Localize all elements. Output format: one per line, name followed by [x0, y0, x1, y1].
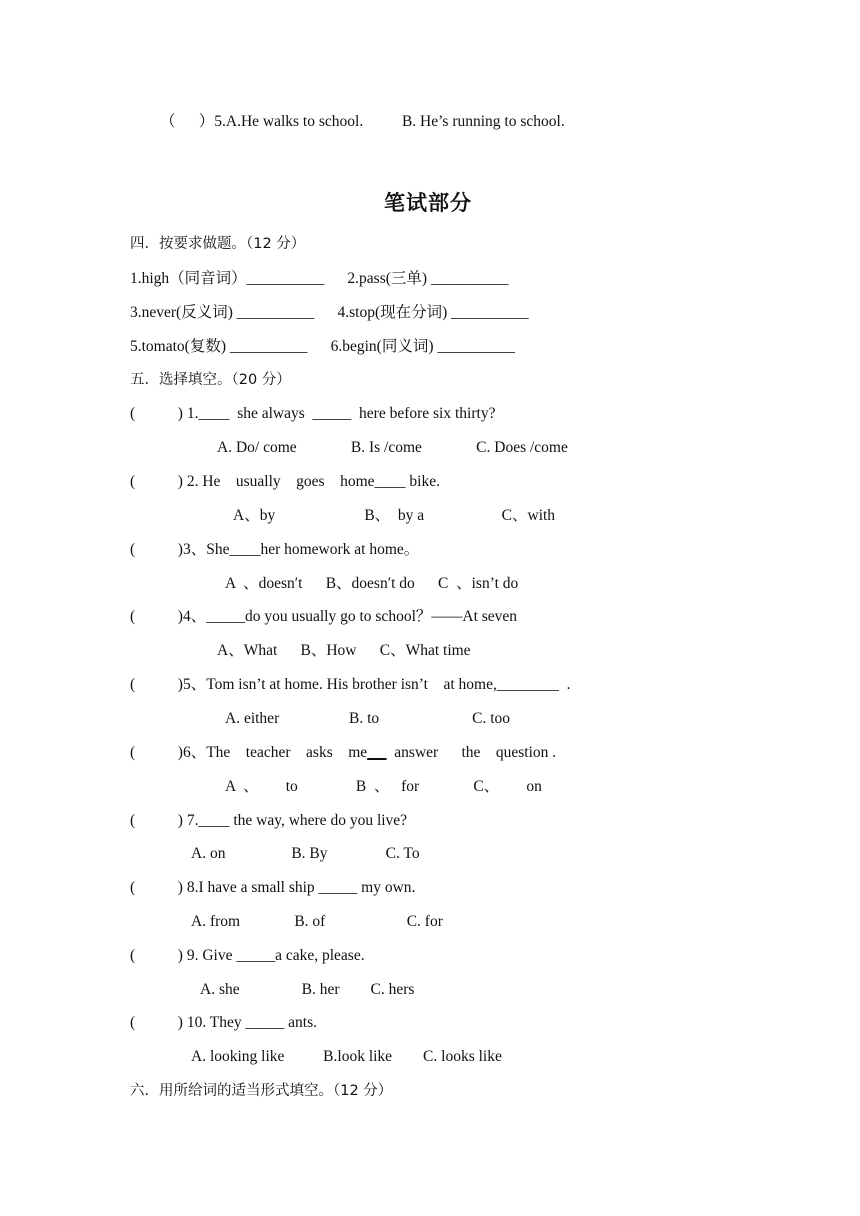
- section-6-heading: 六．用所给词的适当形式填空。（12 分）: [130, 1083, 393, 1099]
- question-9-options: A. she B. her C. hers: [200, 981, 415, 998]
- question-1-options: A. Do/ come B. Is /come C. Does /come: [217, 439, 568, 456]
- listening-question-5: （ ）5.A.He walks to school. B. He’s running to school.: [160, 113, 565, 130]
- question-6-suffix: answer the question .: [386, 744, 557, 761]
- question-2: ( ) 2. He usually goes home____ bike.: [130, 473, 440, 490]
- question-5: ( )5、Tom isn’t at home. His brother isn’t at home,________ .: [130, 676, 571, 693]
- page-title: 笔试部分: [384, 190, 472, 215]
- section-5-heading: 五．选择填空。（20 分）: [130, 372, 291, 388]
- question-6-prefix: ( )6、The teacher asks me: [130, 744, 368, 761]
- question-6-options: A 、 to B 、 for C、 on: [225, 778, 542, 795]
- question-6-blank: [367, 744, 386, 761]
- section-4-row-3: 5.tomato(复数) __________ 6.begin(同义词) __________: [130, 338, 515, 355]
- question-7: ( ) 7.____ the way, where do you live?: [130, 812, 408, 829]
- question-10-options: A. looking like B.look like C. looks like: [191, 1048, 502, 1065]
- question-10: ( ) 10. They _____ ants.: [130, 1014, 317, 1031]
- section-4-heading: 四．按要求做题。（12 分）: [130, 236, 306, 252]
- question-8-options: A. from B. of C. for: [191, 913, 443, 930]
- section-4-row-2: 3.never(反义词) __________ 4.stop(现在分词) __________: [130, 304, 529, 321]
- question-2-options: A、by B、 by a C、with: [233, 507, 556, 524]
- question-6: [130, 743, 556, 763]
- question-4-options: A、What B、How C、What time: [217, 642, 471, 659]
- question-8: ( ) 8.I have a small ship _____ my own.: [130, 879, 416, 896]
- question-7-options: A. on B. By C. To: [191, 845, 420, 862]
- question-3-options: A 、doesn′t B、doesn′t do C 、isn’t do: [225, 575, 519, 592]
- question-3: ( )3、She____her homework at home。: [130, 541, 420, 558]
- question-9: ( ) 9. Give _____a cake, please.: [130, 947, 365, 964]
- question-5-options: A. either B. to C. too: [225, 710, 511, 727]
- question-1: ( ) 1.____ she always _____ here before six thirty?: [130, 405, 496, 422]
- section-4-row-1: 1.high（同音词）__________ 2.pass(三单) __________: [130, 270, 509, 287]
- question-4: ( )4、_____do you usually go to school？——At seven: [130, 608, 518, 625]
